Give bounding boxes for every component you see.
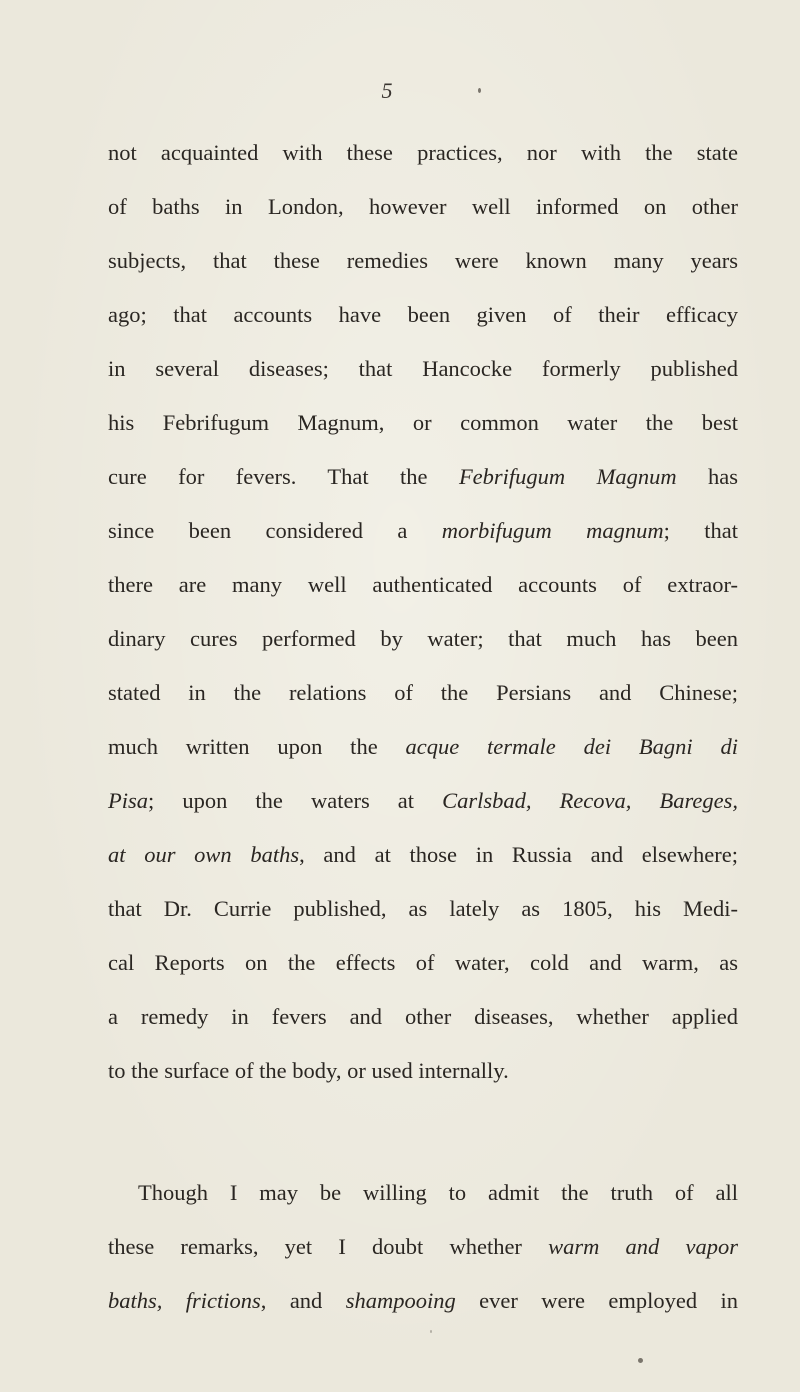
text-line: there are many well authenticated accounts of extraor- [108,572,738,597]
text-line: his Febrifugum Magnum, or common water the best [108,410,738,435]
text-line: much written upon the acque termale dei Bagni di [108,734,738,759]
text-line: since been considered a morbifugum magnum; that [108,518,738,543]
ink-speck [638,1358,643,1363]
text-line: stated in the relations of the Persians and Chinese; [108,680,738,705]
text-line: baths, frictions, and shampooing ever were employed in [108,1288,738,1313]
text-line: cure for fevers. That the Febrifugum Magnum has [108,464,739,489]
text-line: dinary cures performed by water; that much has been [108,626,738,651]
text-line: subjects, that these remedies were known many years [108,248,738,273]
text-line: Pisa; upon the waters at Carlsbad, Recova, Bareges, [108,788,738,813]
ink-speck [478,88,481,93]
text-line: at our own baths, and at those in Russia and elsewhere; [108,842,738,867]
text-line: not acquainted with these practices, nor with the state [108,140,738,165]
text-line: ago; that accounts have been given of their efficacy [108,302,738,327]
text-line: to the surface of the body, or used internally. [108,1058,509,1083]
text-line: in several diseases; that Hancocke formerly published [108,356,738,381]
text-line: cal Reports on the effects of water, cold and warm, as [108,950,738,975]
text-line: a remedy in fevers and other diseases, whether applied [108,1004,738,1029]
text-line: of baths in London, however well informed on other [108,194,738,219]
ink-speck [430,1330,432,1333]
text-line: that Dr. Currie published, as lately as 1805, his Medi- [108,896,738,921]
text-line: Though I may be willing to admit the truth of all [138,1180,738,1205]
page-number: 5 [381,78,393,103]
text-line: these remarks, yet I doubt whether warm and vapor [108,1234,738,1259]
